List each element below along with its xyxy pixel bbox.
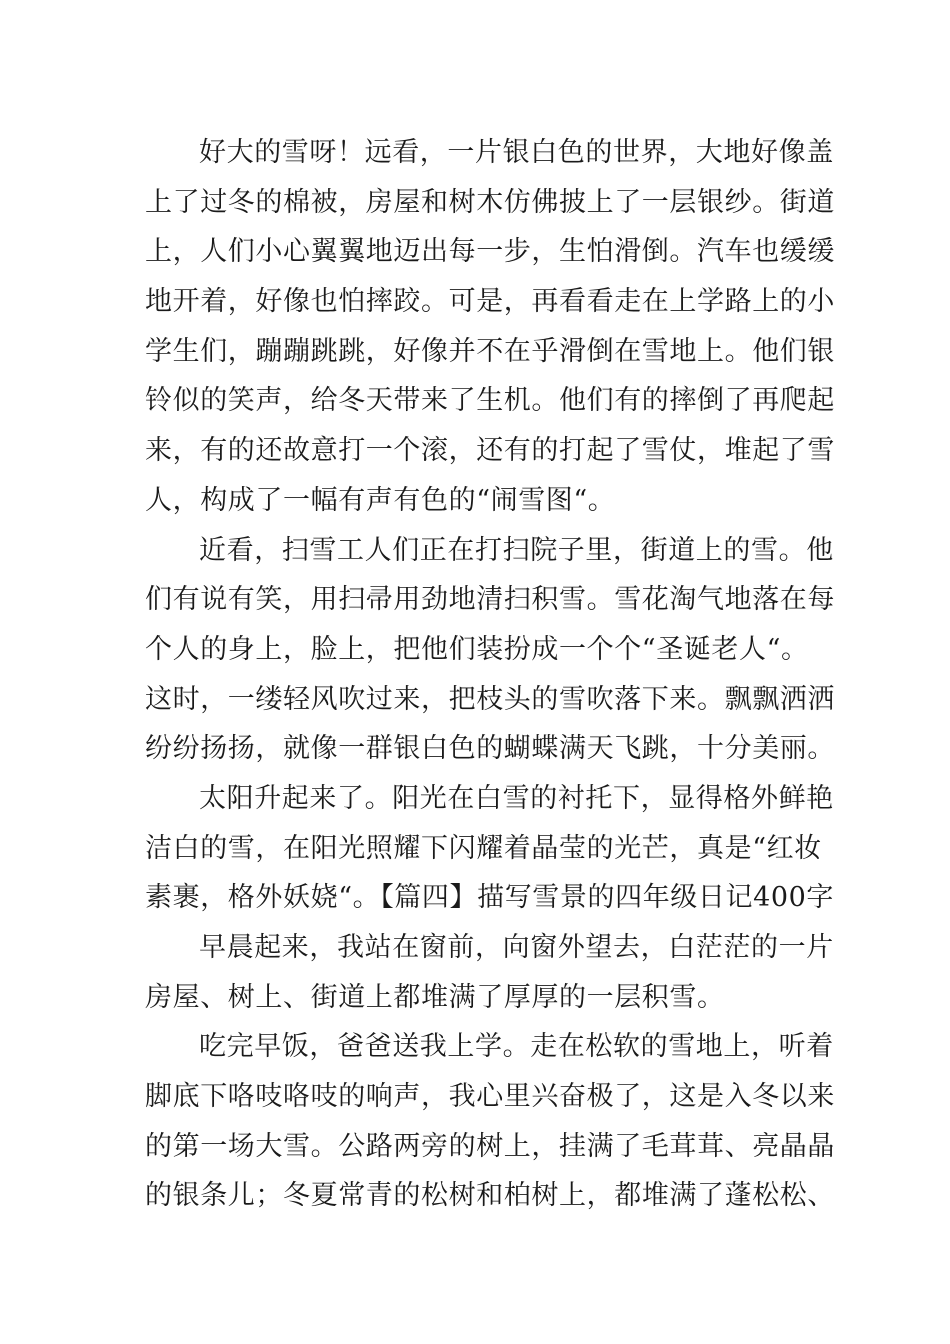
paragraph-2 <box>145 526 835 774</box>
text-line: 吃完早饭，爸爸送我上学。走在松软的雪地上，听着 <box>199 1031 834 1063</box>
text-line: 人，构成了一幅有声有色的“闹雪图“。 <box>145 484 616 516</box>
text-line: 脚底下咯吱咯吱的响声，我心里兴奋极了，这是入冬以来 <box>145 1081 835 1113</box>
text-line: 素裹，格外妖娆“。【篇四】描写雪景的四年级日记400字 <box>145 882 835 914</box>
text-line: 上，人们小心翼翼地迈出每一步，生怕滑倒。汽车也缓缓 <box>145 236 835 268</box>
paragraph-4 <box>145 923 834 1022</box>
text-line: 洁白的雪，在阳光照耀下闪耀着晶莹的光芒，真是“红妆 <box>145 832 822 864</box>
paragraph-1 <box>145 128 835 526</box>
text-line: 地开着，好像也怕摔跤。可是，再看看走在上学路上的小 <box>145 286 835 318</box>
text-line: 早晨起来，我站在窗前，向窗外望去，白茫茫的一片 <box>199 932 834 963</box>
text-line: 的银条儿；冬夏常青的松树和柏树上，都堆满了蓬松松、 <box>145 1180 835 1212</box>
text-line: 学生们，蹦蹦跳跳，好像并不在乎滑倒在雪地上。他们银 <box>145 335 835 367</box>
text-line: 的第一场大雪。公路两旁的树上，挂满了毛茸茸、亮晶晶 <box>145 1130 835 1162</box>
text-line: 上了过冬的棉被，房屋和树木仿佛披上了一层银纱。街道 <box>145 186 835 218</box>
text-line: 近看，扫雪工人们正在打扫院子里，街道上的雪。他 <box>199 534 834 566</box>
text-line: 房屋、树上、街道上都堆满了厚厚的一层积雪。 <box>145 981 725 1013</box>
paragraph-5 <box>145 1022 835 1221</box>
text-line: 个人的身上，脸上，把他们装扮成一个个“圣诞老人“。 <box>145 633 809 665</box>
paragraph-3 <box>145 774 835 923</box>
text-line: 太阳升起来了。阳光在白雪的衬托下，显得格外鲜艳 <box>199 782 834 814</box>
text-line: 铃似的笑声，给冬天带来了生机。他们有的摔倒了再爬起 <box>145 385 835 417</box>
text-line: 这时，一缕轻风吹过来，把枝头的雪吹落下来。飘飘洒洒 <box>145 683 835 715</box>
text-line: 好大的雪呀！远看，一片银白色的世界，大地好像盖 <box>199 137 834 168</box>
text-line: 纷纷扬扬，就像一群银白色的蝴蝶满天飞跳，十分美丽。 <box>145 733 835 765</box>
text-line: 们有说有笑，用扫帚用劲地清扫积雪。雪花淘气地落在每 <box>145 584 835 616</box>
document-body <box>145 128 835 1221</box>
text-line: 来，有的还故意打一个滚，还有的打起了雪仗，堆起了雪 <box>145 435 835 467</box>
